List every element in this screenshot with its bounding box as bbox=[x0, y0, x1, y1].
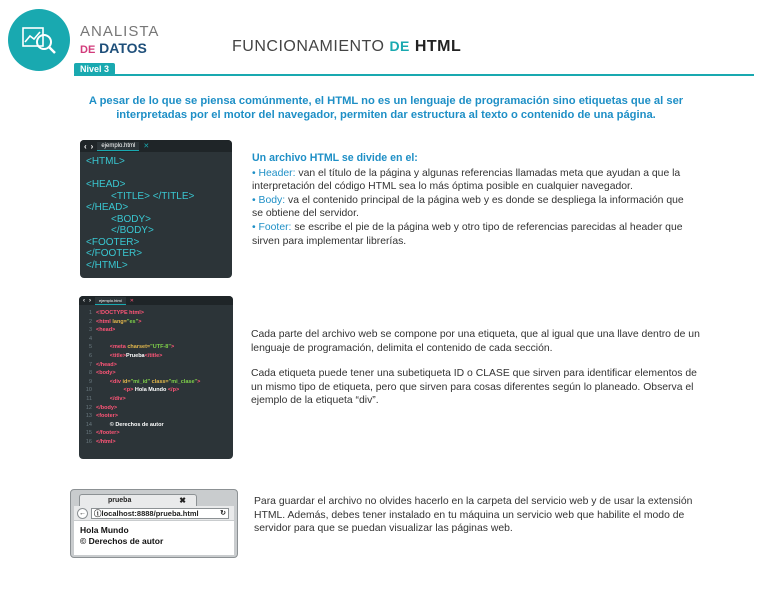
intro-text: A pesar de lo que se piensa comúnmente, el HTML no es un lenguaje de programación sino etiquetas que al ser interpretadas por el motor del navegador, permiten dar estructura al texto o contenido de una página. bbox=[88, 95, 684, 121]
line-number: 9 bbox=[88, 378, 92, 385]
code-line bbox=[83, 404, 229, 413]
logo-icon bbox=[8, 9, 70, 71]
section-tags bbox=[251, 328, 701, 408]
code-line bbox=[83, 343, 229, 352]
back-arrow-icon: ← bbox=[79, 509, 86, 517]
line-number: 5 bbox=[88, 344, 92, 351]
code-line: </FOOTER> bbox=[86, 248, 143, 259]
editor-tab: ejemplo.html bbox=[97, 142, 139, 151]
code-token: <meta bbox=[109, 344, 128, 351]
chevron-right-icon: › bbox=[89, 297, 91, 304]
chevron-right-icon: › bbox=[90, 141, 94, 151]
section-structure bbox=[252, 152, 692, 248]
line-number: 10 bbox=[85, 387, 92, 394]
brand-de: DE bbox=[80, 44, 96, 56]
code-token bbox=[96, 343, 110, 352]
code-token bbox=[96, 378, 110, 387]
analytics-magnifier-icon bbox=[19, 22, 59, 58]
brand-top: ANALISTA bbox=[80, 23, 160, 40]
code-line: </HTML> bbox=[86, 259, 128, 271]
header-text: van el título de la página y algunas referencias llamadas meta que ayudan a que la interpretación del código HTML sea lo más óptima posible en cualquier navegador. bbox=[252, 167, 681, 193]
code-token: Prueba bbox=[125, 352, 145, 359]
code-token: <p> bbox=[123, 387, 134, 394]
tags-paragraph-1: Cada parte del archivo web se compone por una etiqueta, que al igual que una llave dentro de un lenguaje de programación, delimita el contenido de cada sección. bbox=[251, 329, 700, 354]
brand-datos: DATOS bbox=[99, 40, 147, 56]
footer-description bbox=[252, 221, 692, 248]
level-badge: Nivel 3 bbox=[74, 63, 115, 75]
code-token: <div bbox=[109, 378, 123, 385]
code-token: </html> bbox=[96, 438, 116, 445]
editor-tabbar bbox=[79, 296, 233, 305]
line-number: 6 bbox=[88, 352, 92, 359]
page-title bbox=[232, 38, 461, 56]
code-line bbox=[83, 412, 229, 421]
code-lines bbox=[80, 152, 232, 275]
code-line bbox=[83, 326, 229, 335]
code-token: "UTF-8" bbox=[150, 344, 171, 351]
code-line bbox=[86, 168, 226, 180]
browser-window bbox=[70, 489, 238, 558]
browser-tab-title: prueba bbox=[108, 497, 132, 504]
code-line: <FOOTER> bbox=[86, 236, 140, 248]
code-token: </body> bbox=[96, 404, 118, 411]
line-number: 8 bbox=[88, 370, 92, 377]
code-line bbox=[83, 318, 229, 327]
code-token: "mi_clase" bbox=[168, 378, 198, 385]
code-token: <footer> bbox=[96, 413, 119, 420]
line-number: 15 bbox=[85, 430, 92, 437]
close-icon: ✕ bbox=[129, 297, 134, 304]
info-icon: ⓘ bbox=[94, 508, 102, 518]
content-line-2: © Derechos de autor bbox=[80, 536, 164, 546]
section-heading: Un archivo HTML se divide en el: bbox=[252, 152, 418, 164]
code-token: > bbox=[138, 318, 142, 325]
code-line bbox=[83, 429, 229, 438]
close-icon: ✖ bbox=[179, 496, 186, 505]
code-token: <!DOCTYPE html> bbox=[96, 310, 144, 316]
code-token: Hola Mundo bbox=[133, 387, 168, 394]
code-token: </footer> bbox=[96, 430, 120, 437]
browser-content bbox=[74, 521, 234, 555]
header-divider bbox=[74, 74, 754, 76]
chevron-left-icon: ‹ bbox=[83, 297, 85, 304]
code-line bbox=[83, 421, 229, 430]
code-token: <body> bbox=[96, 370, 116, 377]
line-number: 1 bbox=[88, 310, 92, 316]
title-main: FUNCIONAMIENTO bbox=[232, 38, 385, 55]
code-line: </HEAD> bbox=[86, 202, 129, 213]
body-text: va el contenido principal de la página web y es donde se despliega la información que se obtiene del servidor. bbox=[252, 194, 684, 220]
code-token: id= bbox=[122, 378, 131, 385]
address-bar bbox=[91, 508, 229, 519]
content-line-1: Hola Mundo bbox=[80, 525, 129, 535]
code-line: <BODY> bbox=[86, 213, 152, 225]
code-line: <HTML> bbox=[86, 156, 125, 167]
code-token: © Derechos de autor bbox=[96, 421, 164, 428]
code-token: charset= bbox=[127, 344, 151, 351]
code-token: </p> bbox=[167, 387, 180, 394]
code-line bbox=[83, 335, 229, 344]
code-line bbox=[83, 386, 229, 395]
chevron-left-icon: ‹ bbox=[84, 141, 87, 151]
line-number: 12 bbox=[85, 404, 92, 411]
code-line bbox=[83, 438, 229, 447]
footer-text: se escribe el pie de la página web y otro tipo de referencias parecidas al header que sirven para implementar librerías. bbox=[252, 221, 683, 247]
code-line bbox=[83, 369, 229, 378]
code-token: > bbox=[170, 344, 175, 351]
code-token: > bbox=[197, 378, 201, 385]
code-token: "mi_id" bbox=[130, 378, 152, 385]
code-line: <TITLE> </TITLE> bbox=[86, 190, 195, 202]
code-token: class= bbox=[151, 378, 169, 385]
line-number: 4 bbox=[88, 335, 92, 342]
header-keyword: • Header: bbox=[252, 167, 296, 179]
editor-tab: ejemplo.html bbox=[95, 297, 126, 305]
line-number: 7 bbox=[88, 361, 92, 368]
code-token: </head> bbox=[96, 361, 117, 368]
code-token: <html bbox=[96, 318, 113, 325]
code-token: <head> bbox=[96, 327, 116, 334]
code-line: <HEAD> bbox=[86, 179, 126, 190]
title-de: DE bbox=[389, 38, 410, 54]
brand-bottom bbox=[80, 41, 159, 56]
line-number: 3 bbox=[88, 327, 92, 334]
code-line bbox=[83, 309, 229, 318]
code-line bbox=[83, 378, 229, 387]
code-token: </title> bbox=[144, 352, 163, 359]
code-token bbox=[96, 395, 110, 404]
tags-paragraph-2: Cada etiqueta puede tener una subetiqueta ID o CLASE que sirven para identificar elementos de un mismo tipo de etiqueta, pero que sirven para cosas diferentes según lo planeado. Observa el ejemplo de la etiqueta “div”. bbox=[251, 368, 697, 407]
code-token: <title> bbox=[109, 352, 126, 359]
code-line bbox=[83, 395, 229, 404]
code-lines bbox=[79, 305, 233, 451]
code-token bbox=[96, 386, 124, 395]
section-save: Para guardar el archivo no olvides hacerlo en la carpeta del servicio web y de usar la extensión HTML. Además, debes tener instalado en tu máquina un servicio web que habilite el modo de servidor para que se puedan visualizar las páginas web. bbox=[254, 496, 693, 535]
line-number: 2 bbox=[88, 318, 92, 325]
browser-tab bbox=[79, 494, 197, 506]
code-line bbox=[83, 352, 229, 361]
code-line: </BODY> bbox=[86, 225, 154, 236]
code-line bbox=[83, 361, 229, 370]
header-description bbox=[252, 167, 692, 194]
refresh-icon: ↻ bbox=[220, 509, 226, 517]
line-number: 13 bbox=[85, 413, 92, 420]
browser-navbar bbox=[74, 506, 234, 520]
title-html: HTML bbox=[414, 38, 462, 55]
body-description bbox=[252, 194, 692, 221]
address-url: localhost:8888/prueba.html bbox=[101, 508, 199, 518]
body-keyword: • Body: bbox=[252, 194, 286, 206]
footer-keyword: • Footer: bbox=[252, 221, 292, 233]
code-token: "es" bbox=[126, 318, 139, 325]
code-token: lang= bbox=[112, 318, 127, 325]
brand bbox=[80, 24, 159, 56]
line-number: 16 bbox=[85, 438, 92, 445]
editor-tabbar bbox=[80, 140, 232, 152]
code-panel-example bbox=[79, 296, 233, 459]
code-token bbox=[96, 352, 110, 361]
code-token: </div> bbox=[109, 395, 126, 402]
code-panel-structure bbox=[80, 140, 232, 278]
close-icon: ✕ bbox=[143, 143, 150, 150]
line-number: 14 bbox=[85, 421, 92, 428]
line-number: 11 bbox=[86, 395, 92, 402]
